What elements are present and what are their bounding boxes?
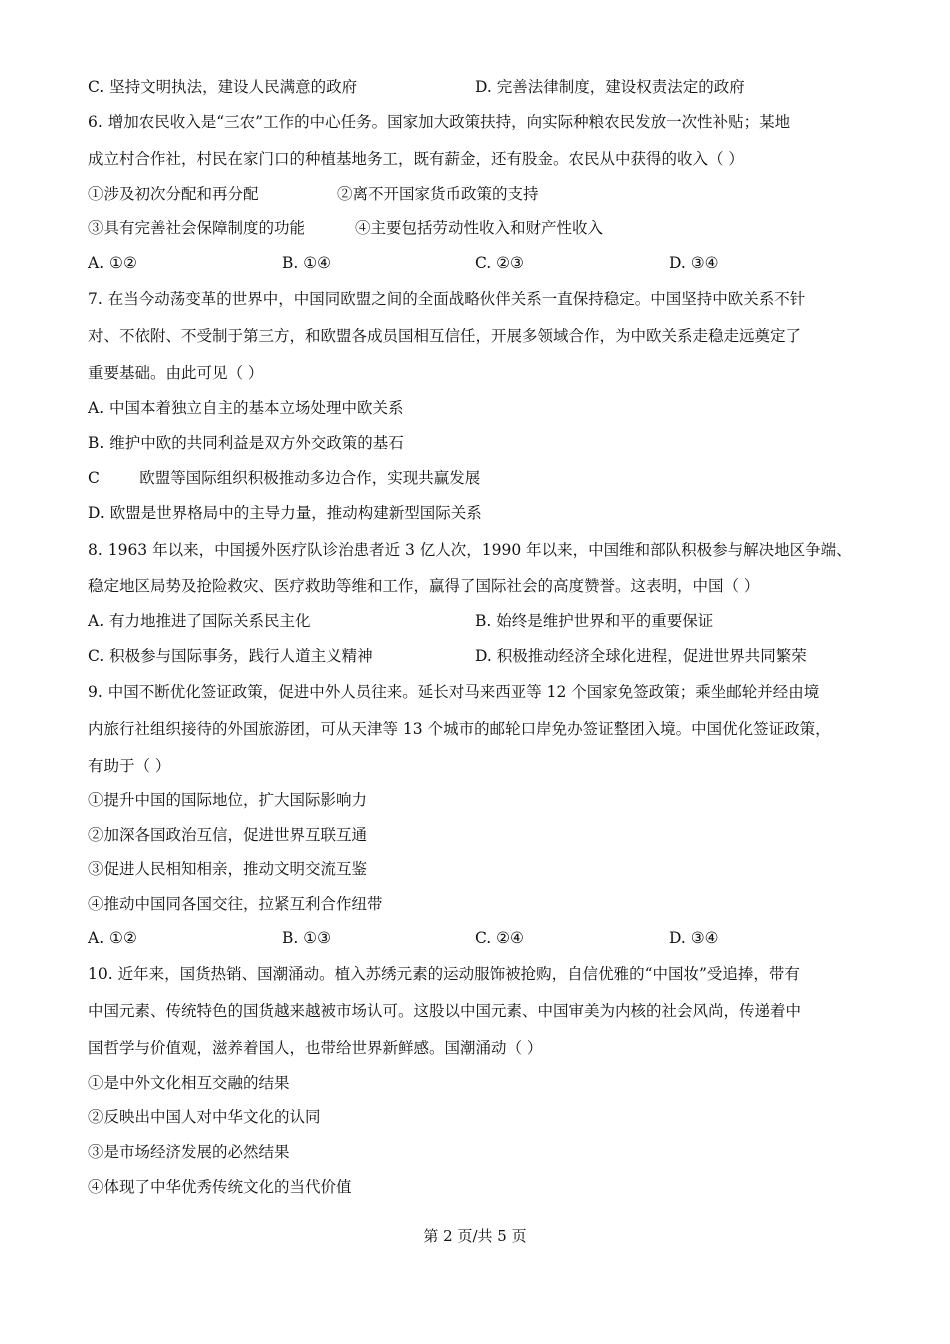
question-7-stem-line: 重要基础。由此可见（ ） (88, 364, 264, 382)
question-8-option-c: C. 积极参与国际事务，践行人道主义精神 (88, 647, 373, 665)
question-6-item-1: ①涉及初次分配和再分配 (88, 185, 259, 203)
question-10-item-3: ③是市场经济发展的必然结果 (88, 1143, 290, 1161)
question-6-option-d: D. ③④ (669, 254, 719, 272)
question-9-stem-line: 9. 中国不断优化签证政策，促进中外人员往来。延长对马来西亚等 12 个国家免签政策；乘坐邮轮并经由境 (88, 683, 820, 701)
question-10-item-1: ①是中外文化相互交融的结果 (88, 1074, 290, 1092)
question-9-option-c: C. ②④ (475, 929, 524, 947)
question-10-stem-line: 10. 近年来，国货热销、国潮涌动。植入苏绣元素的运动服饰被抢购，自信优雅的“中国妆”受追捧，带有 (88, 965, 800, 983)
question-9-item-1: ①提升中国的国际地位，扩大国际影响力 (88, 791, 368, 809)
question-10-stem-line: 国哲学与价值观，滋养着国人，也带给世界新鲜感。国潮涌动（ ） (88, 1039, 543, 1057)
question-6-stem-line: 6. 增加农民收入是“三农”工作的中心任务。国家加大政策扶持，向实际种粮农民发放一次性补贴；某地 (88, 113, 791, 131)
question-8-option-a: A. 有力地推进了国际关系民主化 (88, 612, 311, 630)
question-9-option-b: B. ①③ (282, 929, 332, 947)
question-7-stem-line: 7. 在当今动荡变革的世界中，中国同欧盟之间的全面战略伙伴关系一直保持稳定。中国坚持中欧关系不针 (88, 290, 806, 308)
question-9-item-3: ③促进人民相知相亲，推动文明交流互鉴 (88, 860, 368, 878)
question-9-item-4: ④推动中国同各国交往，拉紧互利合作纽带 (88, 895, 383, 913)
question-6-option-c: C. ②③ (475, 254, 524, 272)
question-8-stem-line: 稳定地区局势及抢险救灾、医疗救助等维和工作，赢得了国际社会的高度赞誉。这表明，中国（ ） (88, 577, 760, 595)
question-6-option-a: A. ①② (88, 254, 137, 272)
question-10-item-4: ④体现了中华优秀传统文化的当代价值 (88, 1178, 352, 1196)
question-7-stem-line: 对、不依附、不受制于第三方，和欧盟各成员国相互信任，开展多领域合作，为中欧关系走稳走远奠定了 (88, 327, 802, 345)
question-9-stem-line: 有助于（ ） (88, 757, 171, 775)
prev-option-d: D. 完善法律制度，建设权责法定的政府 (475, 78, 745, 96)
question-10-item-2: ②反映出中国人对中华文化的认同 (88, 1108, 321, 1126)
question-9-stem-line: 内旅行社组织接待的外国旅游团，可从天津等 13 个城市的邮轮口岸免办签证整团入境。中国优化签证政策， (88, 720, 831, 738)
question-10-stem-line: 中国元素、传统特色的国货越来越被市场认可。这股以中国元素、中国审美为内核的社会风尚，传递着中 (88, 1002, 802, 1020)
question-7-option-a: A. 中国本着独立自主的基本立场处理中欧关系 (88, 399, 404, 417)
question-6-stem-line: 成立村合作社，村民在家门口的种植基地务工，既有薪金，还有股金。农民从中获得的收入（ ） (88, 150, 744, 168)
question-8-option-b: B. 始终是维护世界和平的重要保证 (475, 612, 714, 630)
question-6-item-3: ③具有完善社会保障制度的功能 (88, 219, 306, 237)
question-7-option-d: D. 欧盟是世界格局中的主导力量，推动构建新型国际关系 (88, 504, 482, 522)
question-8-stem-line: 8. 1963 年以来，中国援外医疗队诊治患者近 3 亿人次，1990 年以来，中国维和部队积极参与解决地区争端、 (88, 541, 852, 559)
question-6-item-4: ④主要包括劳动性收入和财产性收入 (355, 219, 604, 237)
question-9-item-2: ②加深各国政治互信，促进世界互联互通 (88, 826, 368, 844)
question-7-option-c: C 欧盟等国际组织积极推动多边合作，实现共赢发展 (88, 469, 481, 487)
question-7-option-b: B. 维护中欧的共同利益是双方外交政策的基石 (88, 434, 404, 452)
question-9-option-a: A. ①② (88, 929, 137, 947)
question-6-option-b: B. ①④ (282, 254, 332, 272)
question-6-item-2: ②离不开国家货币政策的支持 (337, 185, 539, 203)
question-9-option-d: D. ③④ (669, 929, 719, 947)
page-footer: 第 2 页/共 5 页 (423, 1227, 527, 1245)
question-8-option-d: D. 积极推动经济全球化进程，促进世界共同繁荣 (475, 647, 807, 665)
prev-option-c: C. 坚持文明执法，建设人民满意的政府 (88, 78, 358, 96)
